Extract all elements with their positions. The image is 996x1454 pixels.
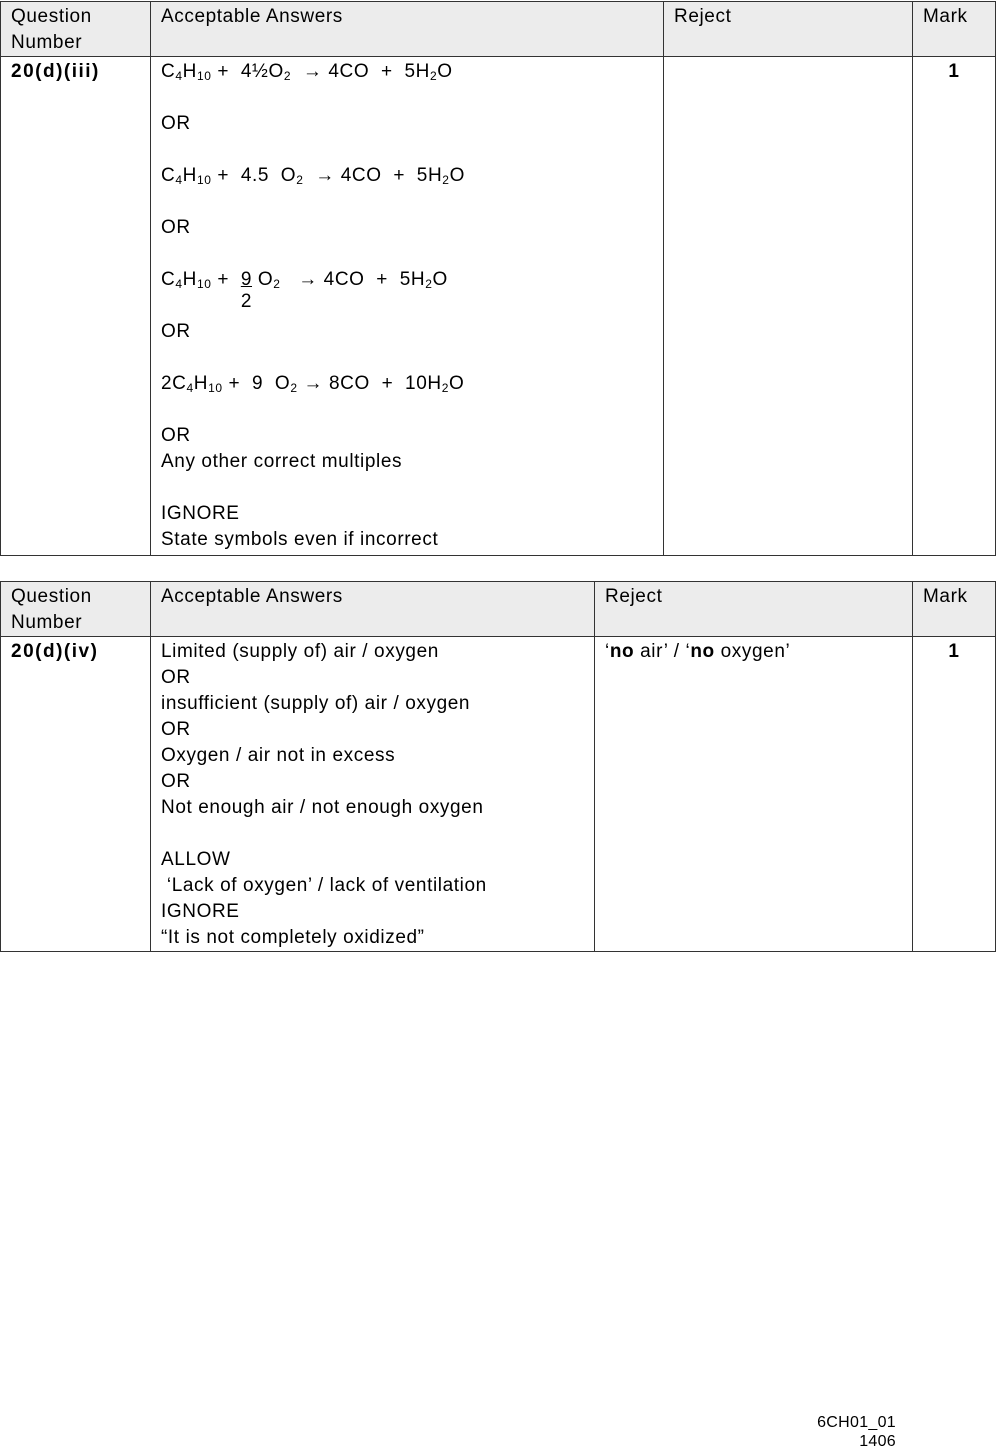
answer-row bbox=[1, 637, 996, 952]
equation-3: $C_4H_{10} + 9$ 2 $O_2 \to 4CO + 5H_2O$ bbox=[161, 269, 448, 312]
page-footer bbox=[817, 1413, 896, 1451]
header-acceptable-answers: Acceptable Answers bbox=[151, 2, 664, 57]
mark-scheme-table-20d-iv bbox=[0, 581, 996, 952]
answer-line: Not enough air / not enough oxygen bbox=[161, 797, 484, 818]
question-number: 20(d)(iii) bbox=[1, 57, 151, 556]
header-question-number: Question Number bbox=[1, 2, 151, 57]
header-reject: Reject bbox=[664, 2, 913, 57]
answer-line: OR bbox=[161, 719, 191, 740]
header-mark: Mark bbox=[913, 2, 996, 57]
fraction-nine-halves: 9 2 bbox=[240, 269, 253, 312]
or-separator: OR bbox=[161, 321, 191, 342]
or-separator: OR bbox=[161, 113, 191, 134]
or-separator: OR bbox=[161, 425, 191, 446]
question-number: 20(d)(iv) bbox=[1, 637, 151, 952]
answer-line: Limited (supply of) air / oxygen bbox=[161, 641, 439, 662]
answer-line bbox=[161, 821, 584, 847]
mark-value: 1 bbox=[913, 637, 996, 952]
mark-scheme-table-20d-iii bbox=[0, 1, 996, 556]
header-row bbox=[1, 582, 996, 637]
header-question-number: Question Number bbox=[1, 582, 151, 637]
answer-line: ALLOW bbox=[161, 849, 231, 870]
page-number: 1406 bbox=[859, 1433, 896, 1450]
header-reject: Reject bbox=[595, 582, 913, 637]
header-row bbox=[1, 2, 996, 57]
equation-1: $C_4H_{10}$ + $4\frac{1}{2}O_2 \to 4CO + 5H_2O$ bbox=[161, 61, 453, 83]
acceptable-answers bbox=[151, 637, 595, 952]
reject-cell bbox=[664, 57, 913, 556]
answer-row bbox=[1, 57, 996, 556]
answer-line: ‘Lack of oxygen’ / lack of ventilation bbox=[161, 875, 487, 896]
answer-line: Oxygen / air not in excess bbox=[161, 745, 396, 766]
acceptable-answers bbox=[151, 57, 664, 556]
answer-line: IGNORE bbox=[161, 901, 240, 922]
answer-line: OR bbox=[161, 771, 191, 792]
answer-line: insufficient (supply of) air / oxygen bbox=[161, 693, 471, 714]
or-separator: OR bbox=[161, 217, 191, 238]
paper-code: 6CH01_01 bbox=[817, 1414, 896, 1431]
equation-2: $C_4H_{10} + 4.5$ $O_2 \to 4CO + 5H_2O$ bbox=[161, 165, 465, 187]
header-acceptable-answers: Acceptable Answers bbox=[151, 582, 595, 637]
answer-line: “It is not completely oxidized” bbox=[161, 927, 425, 948]
ignore-label: IGNORE bbox=[161, 503, 240, 524]
mark-value: 1 bbox=[913, 57, 996, 556]
multiples-note: Any other correct multiples bbox=[161, 451, 403, 472]
ignore-text: State symbols even if incorrect bbox=[161, 529, 439, 550]
answer-line: OR bbox=[161, 667, 191, 688]
equation-4: $2C_4H_{10} + 9$ $O_2 \to 8CO + 10H_2O$ bbox=[161, 373, 465, 395]
header-mark: Mark bbox=[913, 582, 996, 637]
reject-cell: ‘no air’ / ‘no oxygen’ bbox=[595, 637, 913, 952]
